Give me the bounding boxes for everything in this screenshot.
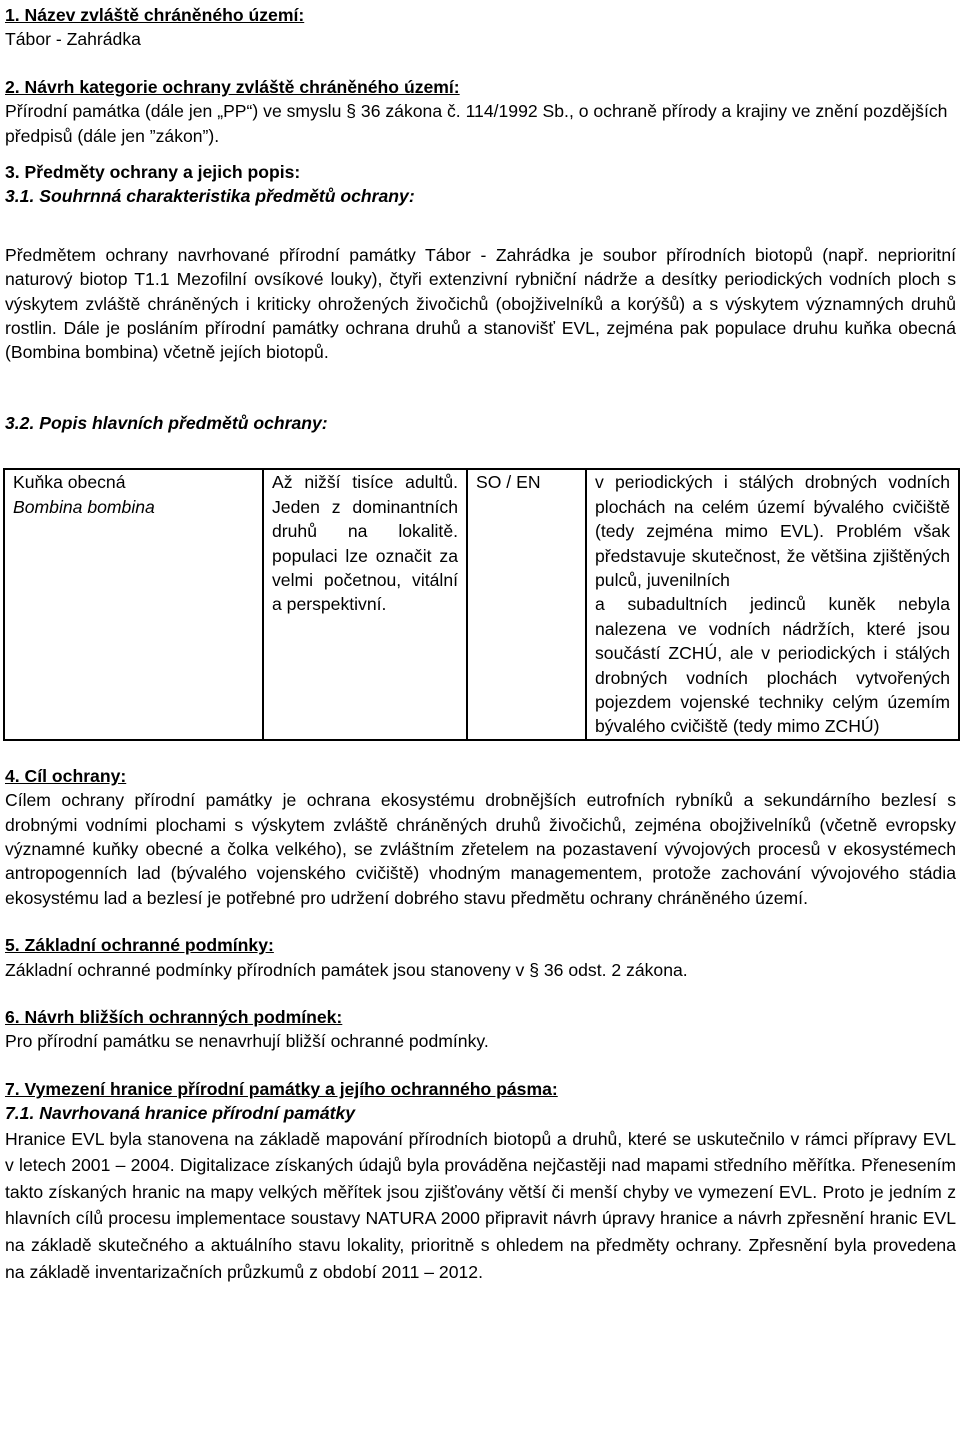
section-5-heading: 5. Základní ochranné podmínky: [5, 935, 274, 956]
occurrence-text-1: v periodických i stálých drobných vodních plochách na celém území bývalého cvičiště (tedy zejména mimo EVL). Problém však představuje skutečnost, že většina zjištěných pulců, juvenilních [595, 472, 950, 590]
species-latin-name: Bombina bombina [13, 496, 155, 517]
section-2-heading: 2. Návrh kategorie ochrany zvláště chráněného území: [5, 76, 460, 97]
population-cell: Až nižší tisíce adultů. Jeden z dominantních druhů na lokalitě. populaci lze označit za velmi početnou, vitální a perspektivní. [263, 469, 467, 739]
species-common-name: Kuňka obecná [13, 472, 126, 493]
table-row [4, 469, 959, 739]
section-2-text: Přírodní památka (dále jen „PP“) ve smyslu § 36 zákona č. 114/1992 Sb., o ochraně přírody a krajiny ve znění pozdějších předpisů (dále jen ”zákon”). [5, 101, 948, 146]
section-7-1-heading: 7.1. Navrhovaná hranice přírodní památky [5, 1103, 356, 1124]
section-7-1-text: Hranice EVL byla stanovena na základě mapování přírodních biotopů a druhů, které se uskutečnilo v rámci přípravy EVL v letech 2001 – 2004. Digitalizace získaných údajů byla prováděna nejčastěji nad mapami středního měřítka. Přenesením takto získaných hranic na mapy velkých měřítek jsou zjišťovány větší či menší chyby ve vymezení EVL. Proto je jedním z hlavních cílů procesu implementace soustavy NATURA 2000 připravit návrh úpravy hranice a návrh zpřesnění hranic EVL na základě skutečného a aktuálního stavu lokality, prioritně s ohledem na předměty ochrany. Zpřesnění byla provedena na základě inventarizačních průzkumů z období 2011 – 2012. [5, 1128, 956, 1282]
section-6-text: Pro přírodní památku se nenavrhují bližší ochranné podmínky. [5, 1031, 489, 1052]
section-1-heading: 1. Název zvláště chráněného území: [5, 5, 305, 25]
section-4-heading: 4. Cíl ochrany: [5, 765, 127, 786]
occurrence-cell [586, 469, 959, 739]
status-cell: SO / EN [467, 469, 586, 739]
section-3-heading: 3. Předměty ochrany a jejich popis: [5, 162, 301, 183]
document-page [5, 3, 956, 1285]
section-4-text: Cílem ochrany přírodní památky je ochrana ekosystému drobnějších eutrofních rybníků a sekundárního bezlesí s drobnými vodními plochami s výskytem zvláště chráněných druhů živočichů, zejména obojživelníků (včetně evropsky významné kuňky obecné a čolka velkého), se zvláštním zřetelem na pozastavení vývojových procesů v ekosystémech antropogenních lad (bývalého vojenského cvičiště) vhodným managementem, protože zachování vývojového stádia ekosystému lad a bezlesí je potřebné pro udržení dobrého stavu předmětu ochrany chráněného území. [5, 790, 956, 908]
occurrence-text-2: a subadultních jedinců kuněk nebyla nalezena ve vodních nádržích, které jsou součástí ZCHÚ, ale v periodických i stálých drobných vodních plochách vytvořených pojezdem vojenské techniky celým územím bývalého cvičiště (tedy mimo ZCHÚ) [595, 594, 950, 737]
protection-subjects-table [3, 468, 960, 740]
section-5-text: Základní ochranné podmínky přírodních památek jsou stanoveny v § 36 odst. 2 zákona. [5, 959, 688, 980]
section-3-1-heading: 3.1. Souhrnná charakteristika předmětů ochrany: [5, 186, 415, 207]
section-7-heading: 7. Vymezení hranice přírodní památky a jejího ochranného pásma: [5, 1078, 558, 1099]
species-cell [4, 469, 263, 739]
section-3-2-heading: 3.2. Popis hlavních předmětů ochrany: [5, 412, 328, 433]
area-name: Tábor - Zahrádka [5, 29, 141, 50]
section-6-heading: 6. Návrh bližších ochranných podmínek: [5, 1007, 343, 1027]
section-3-1-text: Předmětem ochrany navrhované přírodní památky Tábor - Zahrádka je soubor přírodních biotopů (např. neprioritní naturový biotop T1.1 Mezofilní ovsíkové louky), čtyři extenzivní rybniční nádrže a desítky periodických vodních ploch s výskytem zvláště chráněných i kriticky ohrožených živočichů (obojživelníků a korýšů) a s výskytem významných druhů rostlin. Dále je posláním přírodní památky ochrana druhů a stanovišť EVL, zejména pak populace druhu kuňka obecná (Bombina bombina) včetně jejích biotopů. [5, 244, 956, 363]
